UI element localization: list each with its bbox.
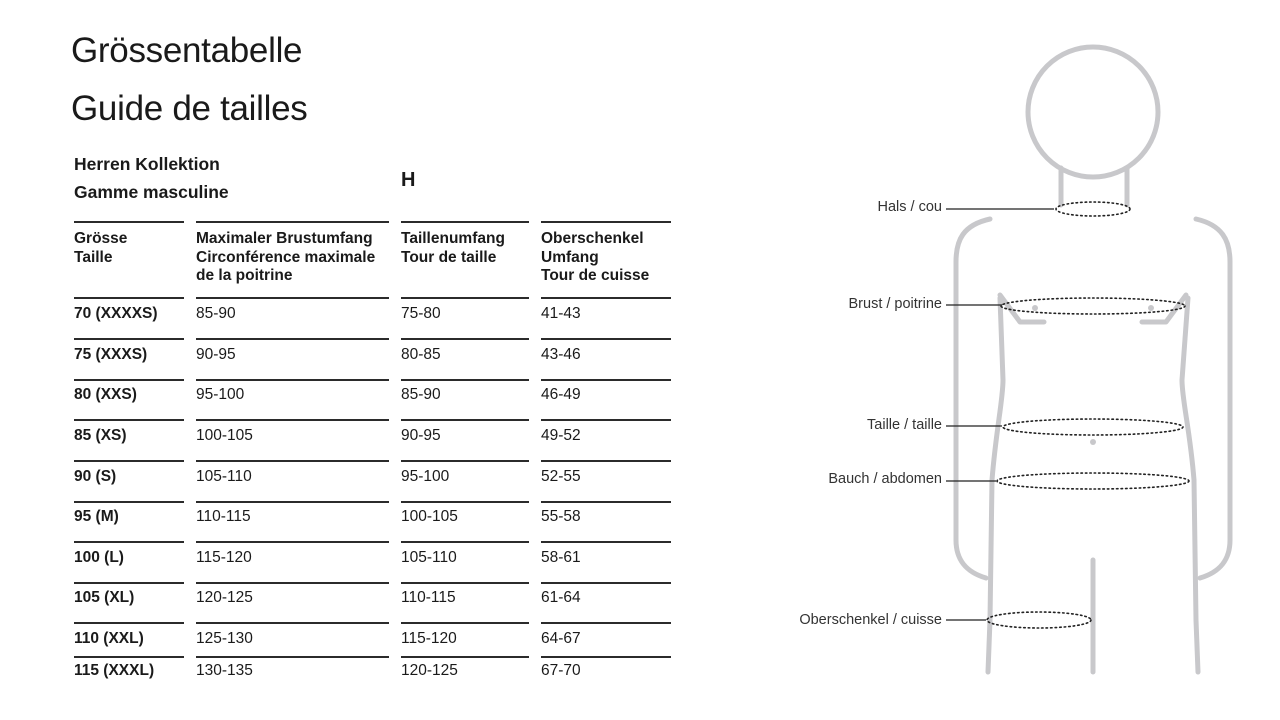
header-top-rule (74, 221, 184, 223)
column-header-chest (196, 230, 375, 286)
table-cell-waist: 75-80 (401, 305, 441, 322)
left-arm-outline (956, 219, 990, 578)
table-cell-thigh: 52-55 (541, 468, 581, 485)
row-rule (541, 501, 671, 503)
table-cell-chest: 95-100 (196, 386, 245, 403)
row-rule (74, 460, 184, 462)
row-rule (196, 297, 389, 299)
row-rule (196, 656, 389, 658)
row-rule (401, 460, 529, 462)
table-cell-size: 110 (XXL) (74, 630, 144, 647)
table-cell-chest: 90-95 (196, 346, 236, 363)
table-cell-chest: 105-110 (196, 468, 252, 485)
row-rule (74, 541, 184, 543)
thigh-label: Oberschenkel / cuisse (799, 612, 942, 628)
table-cell-chest: 100-105 (196, 427, 253, 444)
thigh-measure-ring (987, 612, 1091, 628)
table-cell-size: 95 (M) (74, 508, 119, 525)
row-rule (196, 541, 389, 543)
row-rule (541, 379, 671, 381)
row-rule (401, 541, 529, 543)
column-header-waist (401, 230, 505, 267)
chest-label: Brust / poitrine (848, 296, 942, 312)
neck-measure-ring (1056, 202, 1130, 216)
row-rule (196, 582, 389, 584)
row-rule (74, 501, 184, 503)
row-rule (401, 419, 529, 421)
table-cell-waist: 90-95 (401, 427, 441, 444)
abdomen-label: Bauch / abdomen (828, 471, 942, 487)
column-header-line: Maximaler Brustumfang (196, 230, 373, 247)
collection-marker: H (401, 169, 416, 191)
row-rule (541, 460, 671, 462)
row-rule (541, 297, 671, 299)
table-cell-thigh: 46-49 (541, 386, 581, 403)
row-rule (541, 338, 671, 340)
header-top-rule (401, 221, 529, 223)
row-rule (401, 582, 529, 584)
size-guide-title-de: Grössentabelle (71, 31, 303, 70)
row-rule (74, 419, 184, 421)
right-arm-outline (1196, 219, 1230, 578)
row-rule (401, 501, 529, 503)
navel-dot (1090, 439, 1096, 445)
table-cell-thigh: 67-70 (541, 662, 581, 679)
row-rule (74, 656, 184, 658)
table-cell-waist: 120-125 (401, 662, 458, 679)
chest-measure-ring (1001, 298, 1185, 314)
row-rule (196, 379, 389, 381)
neck-label: Hals / cou (877, 199, 942, 215)
table-cell-chest: 85-90 (196, 305, 236, 322)
row-rule (196, 622, 389, 624)
table-cell-thigh: 49-52 (541, 427, 581, 444)
row-rule (401, 297, 529, 299)
table-cell-waist: 110-115 (401, 589, 456, 606)
column-header-line: Circonférence maximale (196, 248, 376, 266)
row-rule (74, 297, 184, 299)
column-header-line: Tour de taille (401, 248, 497, 266)
column-header-line: Tour de cuisse (541, 267, 650, 284)
column-header-size (74, 230, 127, 267)
row-rule (541, 541, 671, 543)
table-cell-size: 115 (XXXL) (74, 662, 155, 679)
table-cell-size: 100 (L) (74, 549, 124, 566)
table-cell-chest: 115-120 (196, 549, 252, 566)
row-rule (74, 379, 184, 381)
table-cell-thigh: 43-46 (541, 346, 581, 363)
row-rule (74, 622, 184, 624)
waist-label: Taille / taille (867, 417, 942, 433)
table-cell-chest: 125-130 (196, 630, 253, 647)
row-rule (196, 338, 389, 340)
column-header-line: de la poitrine (196, 267, 293, 284)
column-header-thigh (541, 230, 649, 286)
table-cell-chest: 120-125 (196, 589, 253, 606)
table-cell-thigh: 41-43 (541, 305, 581, 322)
row-rule (541, 622, 671, 624)
table-cell-size: 70 (XXXXS) (74, 305, 158, 322)
column-header-line: Taillenumfang (401, 230, 505, 247)
table-cell-chest: 130-135 (196, 662, 253, 679)
left-nipple-dot (1032, 305, 1038, 311)
table-cell-waist: 100-105 (401, 508, 458, 525)
row-rule (541, 419, 671, 421)
header-top-rule (541, 221, 671, 223)
table-cell-thigh: 61-64 (541, 589, 581, 606)
row-rule (541, 656, 671, 658)
row-rule (541, 582, 671, 584)
table-cell-waist: 95-100 (401, 468, 450, 485)
table-cell-waist: 105-110 (401, 549, 457, 566)
table-cell-size: 90 (S) (74, 468, 117, 485)
table-cell-waist: 80-85 (401, 346, 441, 363)
right-nipple-dot (1148, 305, 1154, 311)
size-guide-title-fr: Guide de tailles (71, 89, 308, 128)
collection-name-fr: Gamme masculine (74, 182, 229, 202)
column-header-line: Grösse (74, 230, 128, 247)
row-rule (401, 622, 529, 624)
row-rule (196, 419, 389, 421)
table-cell-chest: 110-115 (196, 508, 251, 525)
table-cell-size: 85 (XS) (74, 427, 127, 444)
table-cell-thigh: 64-67 (541, 630, 581, 647)
head-outline (1028, 47, 1158, 177)
table-cell-thigh: 55-58 (541, 508, 581, 525)
waist-measure-ring (1003, 419, 1183, 435)
row-rule (401, 338, 529, 340)
row-rule (401, 379, 529, 381)
table-cell-size: 75 (XXXS) (74, 346, 148, 363)
table-cell-size: 105 (XL) (74, 589, 135, 606)
body-measurement-figure (760, 30, 1240, 680)
table-cell-waist: 85-90 (401, 386, 441, 403)
row-rule (196, 501, 389, 503)
abdomen-measure-ring (997, 473, 1189, 489)
table-cell-thigh: 58-61 (541, 549, 581, 566)
column-header-line: Taille (74, 248, 113, 266)
row-rule (196, 460, 389, 462)
row-rule (74, 582, 184, 584)
table-cell-waist: 115-120 (401, 630, 457, 647)
column-header-line: Oberschenkel (541, 230, 644, 247)
collection-name-de: Herren Kollektion (74, 154, 220, 174)
row-rule (401, 656, 529, 658)
column-header-line: Umfang (541, 248, 599, 266)
table-cell-size: 80 (XXS) (74, 386, 137, 403)
header-top-rule (196, 221, 389, 223)
right-torso-outline (1182, 298, 1198, 672)
row-rule (74, 338, 184, 340)
